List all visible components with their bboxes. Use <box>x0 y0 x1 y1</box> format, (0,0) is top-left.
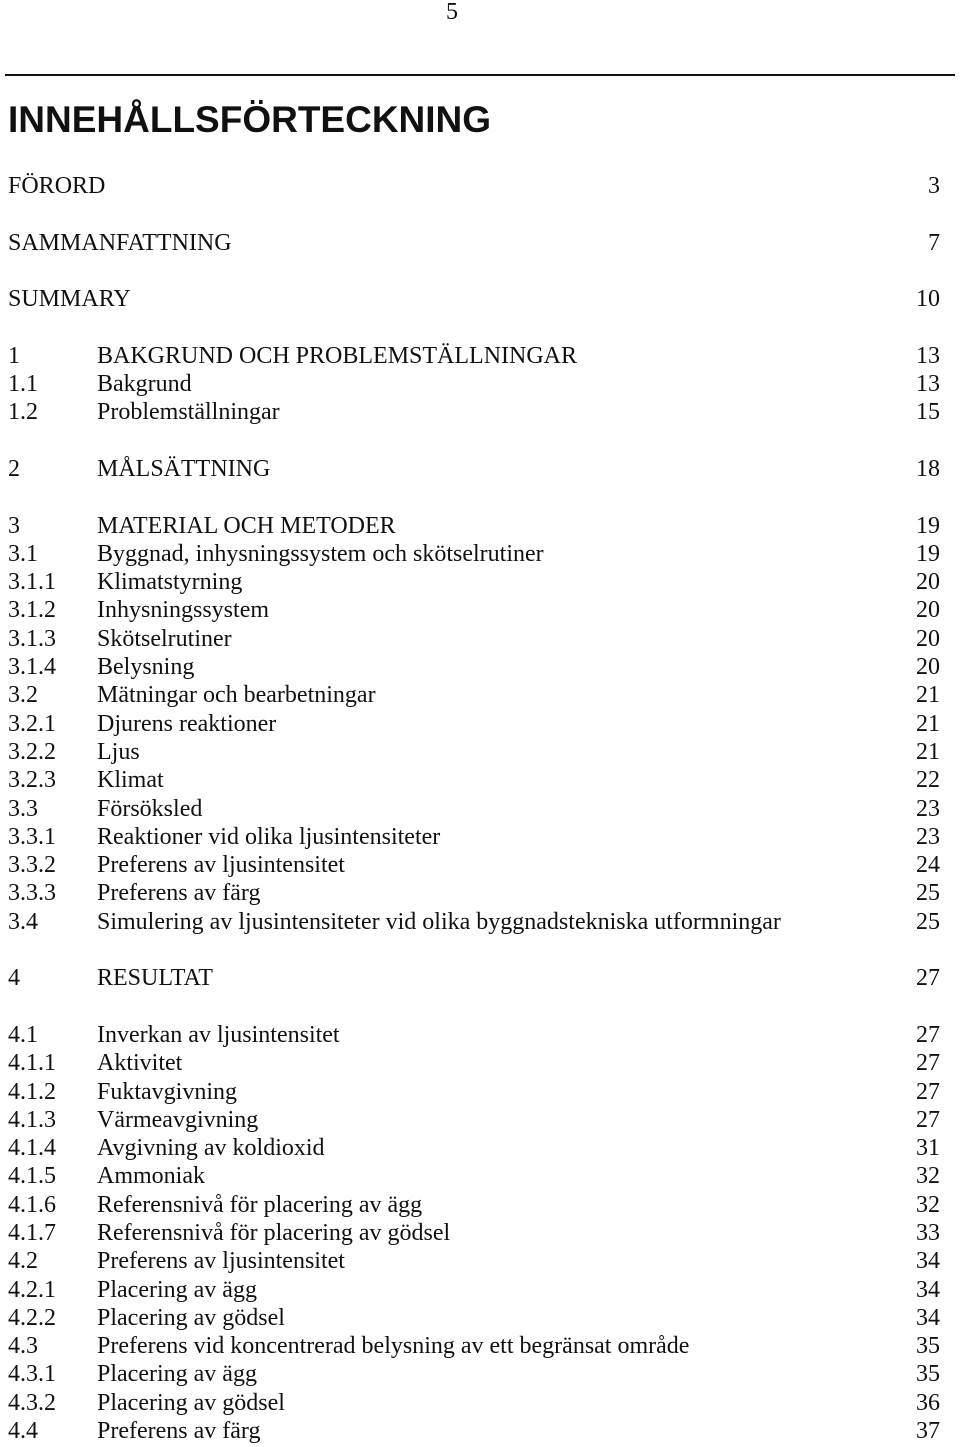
toc-entry <box>8 1162 940 1190</box>
toc-entry-number: 4.1.3 <box>8 1106 56 1133</box>
toc-entry-number: 4.2 <box>8 1248 38 1275</box>
toc-entry-page: 33 <box>916 1219 940 1246</box>
toc-entry-number: 4.1.5 <box>8 1163 56 1190</box>
toc-entry-page: 34 <box>916 1276 940 1303</box>
toc-entry-number: 4.3 <box>8 1333 38 1360</box>
toc-entry-page: 18 <box>916 455 940 482</box>
toc-entry-title: Referensnivå för placering av gödsel <box>97 1219 451 1246</box>
toc-entry-number: 3.1.1 <box>8 569 56 596</box>
toc-entry <box>8 1191 940 1219</box>
toc-entry-number: 3.1.4 <box>8 654 56 681</box>
toc-group <box>8 229 940 257</box>
toc-entry-title: Problemställningar <box>97 399 280 426</box>
toc-entry <box>8 766 940 794</box>
toc-entry-number: 4 <box>8 965 20 992</box>
toc-entry-page: 7 <box>928 229 940 256</box>
toc-entry-page: 10 <box>916 286 940 313</box>
toc-entry <box>8 908 940 936</box>
toc-entry-page: 27 <box>916 1050 940 1077</box>
toc-entry-number: 3 <box>8 512 20 539</box>
toc-entry-number: 3.2.2 <box>8 738 56 765</box>
toc-entry-page: 35 <box>916 1333 940 1360</box>
toc-entry-number: 4.2.2 <box>8 1304 56 1331</box>
toc-entry-page: 27 <box>916 1106 940 1133</box>
toc-entry <box>8 1417 940 1445</box>
toc-entry <box>8 568 940 596</box>
toc-entry <box>8 1247 940 1275</box>
page-title: INNEHÅLLSFÖRTECKNING <box>8 99 492 140</box>
toc-entry-number: 4.1.6 <box>8 1191 56 1218</box>
toc-group <box>8 512 940 936</box>
toc-entry-title: Mätningar och bearbetningar <box>97 682 376 709</box>
toc-entry-page: 13 <box>916 342 940 369</box>
toc-entry <box>8 596 940 624</box>
toc-entry-page: 20 <box>916 625 940 652</box>
toc-entry-title: Skötselrutiner <box>97 625 232 652</box>
header-rule <box>5 74 955 76</box>
toc-entry-title: Inverkan av ljusintensitet <box>97 1021 340 1048</box>
toc-entry-page: 32 <box>916 1163 940 1190</box>
toc-entry-number: 4.2.1 <box>8 1276 56 1303</box>
toc-entry-page: 22 <box>916 767 940 794</box>
toc-entry <box>8 795 940 823</box>
toc-entry-page: 23 <box>916 823 940 850</box>
toc-entry-page: 34 <box>916 1248 940 1275</box>
toc-entry-page: 3 <box>928 173 940 199</box>
toc-entry-number: 4.1.2 <box>8 1078 56 1105</box>
toc-entry <box>8 455 940 483</box>
toc-group <box>8 172 940 200</box>
toc-entry <box>8 398 940 426</box>
toc-entry <box>8 1134 940 1162</box>
toc-entry-page: 27 <box>916 1078 940 1105</box>
toc-entry-title: Aktivitet <box>97 1050 183 1077</box>
toc-entry <box>8 540 940 568</box>
toc-entry-title: Preferens av färg <box>97 1418 261 1445</box>
toc-entry <box>8 879 940 907</box>
toc-entry-title: Preferens vid koncentrerad belysning av ett begränsat område <box>97 1333 690 1360</box>
toc-entry-number: 1.2 <box>8 399 38 426</box>
toc-entry <box>8 285 940 313</box>
toc-entry-title: Klimatstyrning <box>97 569 243 596</box>
toc-entry-title: Djurens reaktioner <box>97 710 277 737</box>
toc-entry-page: 27 <box>916 1021 940 1048</box>
toc-entry-title: Ammoniak <box>97 1163 205 1190</box>
toc-entry-title: Placering av gödsel <box>97 1389 285 1416</box>
toc-group <box>8 964 940 992</box>
toc-entry-title: Fuktavgivning <box>97 1078 238 1105</box>
toc-entry-title: Byggnad, inhysningssystem och skötselrutiner <box>97 540 544 567</box>
toc-entry-title: Klimat <box>97 767 164 794</box>
page-number: 5 <box>446 0 458 25</box>
table-of-contents <box>8 172 940 1445</box>
toc-entry <box>8 653 940 681</box>
toc-entry-title: Simulering av ljusintensiteter vid olika byggnadstekniska utformningar <box>97 908 781 935</box>
toc-entry-title: Inhysningssystem <box>97 597 270 624</box>
toc-entry-title: Referensnivå för placering av ägg <box>97 1191 423 1218</box>
toc-entry-page: 23 <box>916 795 940 822</box>
toc-entry <box>8 1219 940 1247</box>
toc-entry-page: 25 <box>916 908 940 935</box>
toc-entry-number: 3.3.2 <box>8 852 56 879</box>
toc-entry <box>8 1049 940 1077</box>
toc-group <box>8 455 940 483</box>
toc-entry <box>8 229 940 257</box>
toc-entry <box>8 1106 940 1134</box>
toc-entry-title: Belysning <box>97 654 195 681</box>
toc-entry-title: Preferens av ljusintensitet <box>97 1248 345 1275</box>
toc-entry-number: 4.3.2 <box>8 1389 56 1416</box>
toc-entry-title: MÅLSÄTTNING <box>97 455 271 482</box>
toc-entry-number: 3.1.2 <box>8 597 56 624</box>
toc-group <box>8 285 940 313</box>
toc-entry <box>8 1332 940 1360</box>
toc-entry-title: Preferens av färg <box>97 880 261 907</box>
toc-entry <box>8 1389 940 1417</box>
toc-entry-title: Försöksled <box>97 795 203 822</box>
toc-entry-number: 3.1 <box>8 540 38 567</box>
toc-entry <box>8 823 940 851</box>
toc-entry-page: 32 <box>916 1191 940 1218</box>
toc-entry-page: 19 <box>916 512 940 539</box>
toc-entry-title: FÖRORD <box>8 173 106 199</box>
toc-entry <box>8 964 940 992</box>
toc-entry-title: Avgivning av koldioxid <box>97 1135 325 1162</box>
toc-entry-title: SUMMARY <box>8 286 131 313</box>
toc-entry-page: 13 <box>916 371 940 398</box>
toc-entry <box>8 1276 940 1304</box>
toc-entry-page: 20 <box>916 569 940 596</box>
toc-entry-page: 25 <box>916 880 940 907</box>
toc-entry <box>8 625 940 653</box>
toc-entry-page: 34 <box>916 1304 940 1331</box>
toc-entry-number: 1.1 <box>8 371 38 398</box>
toc-entry <box>8 1078 940 1106</box>
toc-group <box>8 1021 940 1445</box>
toc-entry-title: Placering av ägg <box>97 1361 257 1388</box>
toc-entry-number: 3.2.1 <box>8 710 56 737</box>
toc-entry-title: Placering av ägg <box>97 1276 257 1303</box>
toc-entry-page: 31 <box>916 1135 940 1162</box>
toc-entry-page: 37 <box>916 1418 940 1445</box>
toc-entry-page: 20 <box>916 597 940 624</box>
toc-entry-page: 21 <box>916 682 940 709</box>
toc-entry <box>8 738 940 766</box>
toc-entry-number: 3.2.3 <box>8 767 56 794</box>
toc-entry-title: RESULTAT <box>97 965 213 992</box>
toc-entry-number: 3.1.3 <box>8 625 56 652</box>
toc-entry-page: 24 <box>916 852 940 879</box>
toc-entry-page: 21 <box>916 738 940 765</box>
toc-entry <box>8 1304 940 1332</box>
toc-entry-title: Preferens av ljusintensitet <box>97 852 345 879</box>
toc-entry-page: 19 <box>916 540 940 567</box>
toc-entry-number: 4.4 <box>8 1418 38 1445</box>
toc-entry-page: 36 <box>916 1389 940 1416</box>
toc-entry-number: 1 <box>8 342 20 369</box>
toc-entry-number: 3.3.1 <box>8 823 56 850</box>
toc-entry-number: 4.1 <box>8 1021 38 1048</box>
toc-entry-title: Bakgrund <box>97 371 192 398</box>
toc-entry-page: 27 <box>916 965 940 992</box>
toc-entry-number: 3.3.3 <box>8 880 56 907</box>
toc-entry <box>8 172 940 200</box>
toc-entry-title: MATERIAL OCH METODER <box>97 512 396 539</box>
toc-entry-title: Reaktioner vid olika ljusintensiteter <box>97 823 441 850</box>
toc-entry-number: 4.3.1 <box>8 1361 56 1388</box>
toc-entry <box>8 342 940 370</box>
toc-entry <box>8 851 940 879</box>
toc-entry <box>8 681 940 709</box>
toc-entry-number: 4.1.4 <box>8 1135 56 1162</box>
toc-entry-number: 4.1.1 <box>8 1050 56 1077</box>
toc-entry-title: BAKGRUND OCH PROBLEMSTÄLLNINGAR <box>97 342 578 369</box>
toc-entry-number: 2 <box>8 455 20 482</box>
toc-entry-title: Värmeavgivning <box>97 1106 259 1133</box>
toc-entry <box>8 1021 940 1049</box>
toc-entry-page: 15 <box>916 399 940 426</box>
toc-entry-page: 21 <box>916 710 940 737</box>
toc-entry-title: Ljus <box>97 738 140 765</box>
toc-entry-number: 4.1.7 <box>8 1219 56 1246</box>
toc-entry-page: 35 <box>916 1361 940 1388</box>
toc-entry <box>8 710 940 738</box>
toc-entry-page: 20 <box>916 654 940 681</box>
toc-entry-number: 3.4 <box>8 908 38 935</box>
toc-entry-title: Placering av gödsel <box>97 1304 285 1331</box>
toc-entry <box>8 1360 940 1388</box>
toc-entry-number: 3.2 <box>8 682 38 709</box>
toc-entry <box>8 370 940 398</box>
toc-entry <box>8 512 940 540</box>
toc-entry-number: 3.3 <box>8 795 38 822</box>
toc-group <box>8 342 940 427</box>
toc-entry-title: SAMMANFATTNING <box>8 229 232 256</box>
